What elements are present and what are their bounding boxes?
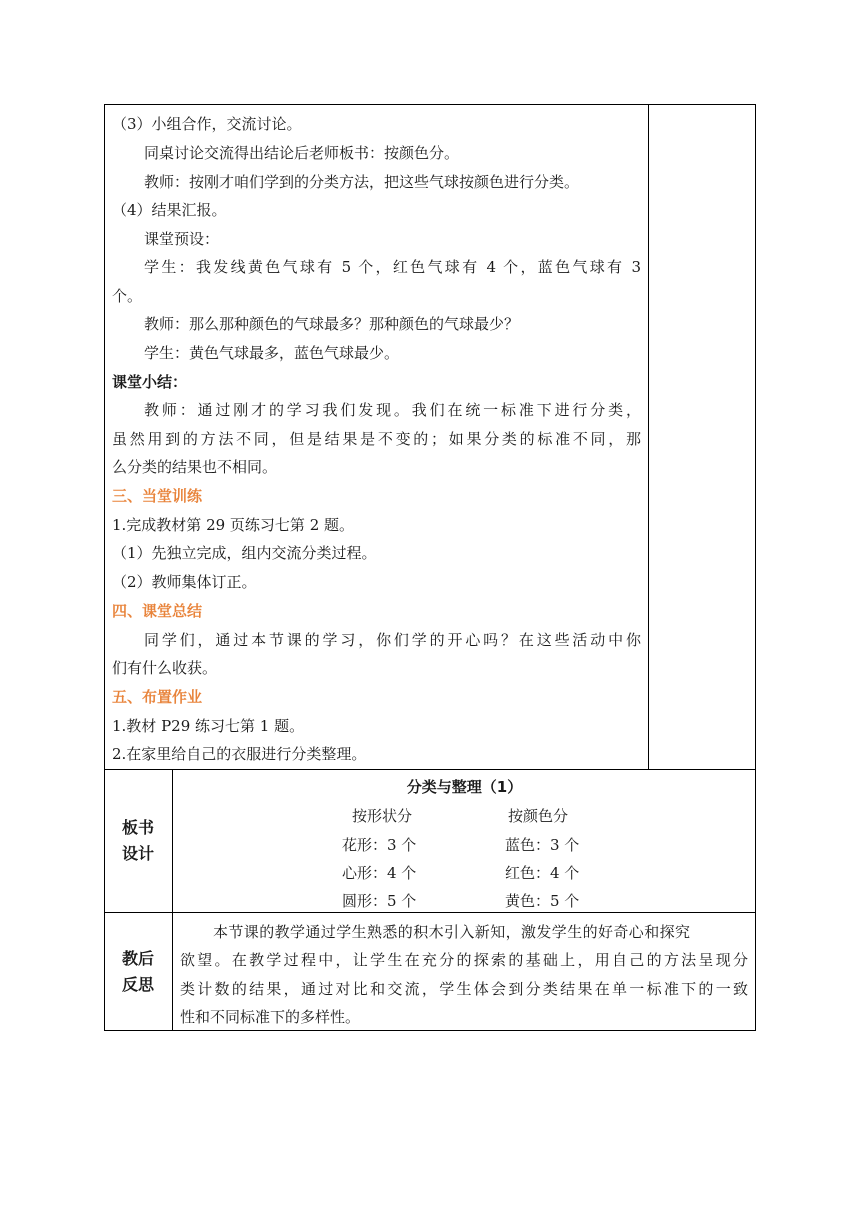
reflection-label-line-2: 反思: [121, 975, 154, 994]
student-answer-2: 学生：黄色气球最多，蓝色气球最少。: [144, 344, 400, 362]
board-col1-head: 按形状分: [352, 807, 413, 825]
label-column-divider: [172, 769, 173, 1031]
summary-line-2: 虽然用到的方法不同，但是结果是不变的；如果分类的标准不同，那: [112, 430, 641, 448]
exercise-1-step-2: （2）教师集体订正。: [112, 573, 257, 591]
board-col1-row-3: 圆形：5 个: [342, 892, 417, 910]
reflection-line-1: 本节课的教学通过学生熟悉的积木引入新知，激发学生的好奇心和探究: [213, 923, 691, 941]
board-col2-row-1: 蓝色：3 个: [505, 836, 580, 854]
board-label-line-1: 板书: [121, 818, 154, 837]
reflection-line-3: 类计数的结果，通过对比和交流，学生体会到分类结果在单一标准下的一致: [180, 980, 748, 998]
step-4-title: （4）结果汇报。: [112, 201, 227, 219]
exercise-1-step-1: （1）先独立完成，组内交流分类过程。: [112, 544, 377, 562]
row-divider-board: [104, 769, 756, 770]
board-col1-row-1: 花形：3 个: [342, 836, 417, 854]
section-4-heading: 四、课堂总结: [112, 602, 203, 620]
student-answer-1a: 学生：我发线黄色气球有 5 个，红色气球有 4 个，蓝色气球有 3: [144, 258, 641, 276]
section-3-heading: 三、当堂训练: [112, 487, 203, 505]
homework-1: 1.教材 P29 练习七第 1 题。: [112, 717, 305, 735]
preset-label: 课堂预设：: [144, 230, 220, 248]
reflection-label: [105, 946, 171, 998]
teacher-question: 教师：那么那种颜色的气球最多？那种颜色的气球最少？: [144, 315, 520, 333]
homework-2: 2.在家里给自己的衣服进行分类整理。: [112, 745, 367, 763]
wrapup-line-2: 们有什么收获。: [112, 659, 218, 677]
board-label-line-2: 设计: [121, 844, 154, 863]
reflection-line-2: 欲望。在教学过程中，让学生在充分的探索的基础上，用自己的方法呈现分: [180, 951, 748, 969]
row-divider-reflection: [104, 912, 756, 913]
exercise-1: 1.完成教材第 29 页练习七第 2 题。: [112, 516, 355, 534]
board-col2-row-3: 黄色：5 个: [505, 892, 580, 910]
board-title: 分类与整理（1）: [406, 778, 523, 796]
board-col2-row-2: 红色：4 个: [505, 864, 580, 882]
summary-line-3: 么分类的结果也不相同。: [112, 458, 278, 476]
reflection-label-line-1: 教后: [121, 949, 154, 968]
step-3-line-1: 同桌讨论交流得出结论后老师板书：按颜色分。: [144, 144, 460, 162]
wrapup-line-1: 同学们，通过本节课的学习，你们学的开心吗？在这些活动中你: [144, 631, 641, 649]
reflection-line-4: 性和不同标准下的多样性。: [180, 1008, 361, 1026]
step-3-title: （3）小组合作，交流讨论。: [112, 115, 302, 133]
summary-label: 课堂小结：: [112, 373, 188, 391]
board-label: [105, 815, 171, 867]
step-3-line-2: 教师：按刚才咱们学到的分类方法，把这些气球按颜色进行分类。: [144, 173, 580, 191]
summary-line-1: 教师：通过刚才的学习我们发现。我们在统一标准下进行分类，: [144, 401, 641, 419]
right-column-divider: [648, 104, 649, 769]
section-5-heading: 五、布置作业: [112, 688, 203, 706]
student-answer-1b: 个。: [112, 287, 143, 305]
board-col1-row-2: 心形：4 个: [342, 864, 417, 882]
board-col2-head: 按颜色分: [508, 807, 569, 825]
